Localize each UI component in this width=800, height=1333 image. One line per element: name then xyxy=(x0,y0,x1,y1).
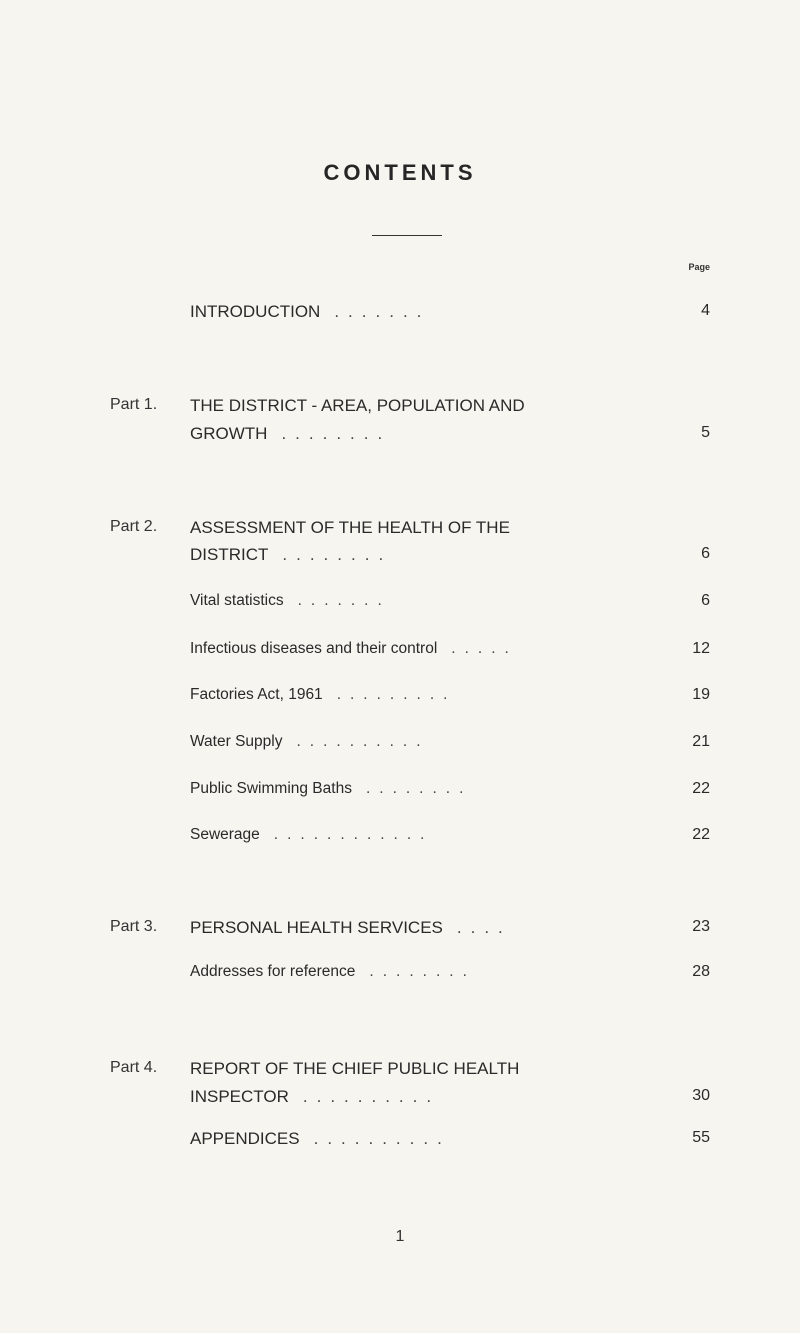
page-title: CONTENTS xyxy=(323,160,477,185)
toc-part-label: Part 1. xyxy=(110,396,158,413)
toc-entry-text-line1: ASSESSMENT OF THE HEALTH OF THE xyxy=(190,518,510,537)
toc-entry-text: Addresses for reference ........ xyxy=(190,963,476,980)
title-rule xyxy=(372,235,442,236)
toc-part-label: Part 3. xyxy=(110,918,158,935)
toc-entry-page: 28 xyxy=(692,963,710,980)
toc-part-label: Part 2. xyxy=(110,518,158,535)
toc-entry-text: GROWTH ........ xyxy=(190,424,392,443)
toc-part-label: Part 4. xyxy=(110,1059,158,1076)
toc-entry-text: INTRODUCTION ....... xyxy=(190,302,431,321)
toc-entry-page: 22 xyxy=(692,826,710,843)
toc-entry-page: 4 xyxy=(701,302,710,319)
toc-entry-text: DISTRICT ........ xyxy=(190,545,393,564)
page-column-header: Page xyxy=(688,262,710,272)
toc-entry-text: Water Supply .......... xyxy=(190,733,430,750)
toc-entry-page: 19 xyxy=(692,686,710,703)
page-number: 1 xyxy=(395,1228,405,1245)
toc-entry-page: 5 xyxy=(701,424,710,441)
toc-entry-page: 6 xyxy=(701,545,710,562)
toc-entry-text: APPENDICES .......... xyxy=(190,1129,451,1148)
toc-entry-text-line1: REPORT OF THE CHIEF PUBLIC HEALTH xyxy=(190,1059,520,1078)
toc-entry-text: Public Swimming Baths ........ xyxy=(190,780,473,797)
toc-entry-page: 21 xyxy=(692,733,710,750)
toc-entry-text: Sewerage ............ xyxy=(190,826,434,843)
toc-entry-page: 22 xyxy=(692,780,710,797)
toc-entry-page: 12 xyxy=(692,640,710,657)
toc-entry-page: 30 xyxy=(692,1087,710,1104)
toc-entry-text: Factories Act, 1961 ......... xyxy=(190,686,457,703)
toc-entry-page: 55 xyxy=(692,1129,710,1146)
toc-entry-text: Infectious diseases and their control ..... xyxy=(190,640,518,657)
toc-entry-text: PERSONAL HEALTH SERVICES .... xyxy=(190,918,512,937)
toc-entry-text: INSPECTOR .......... xyxy=(190,1087,441,1106)
toc-entry-page: 23 xyxy=(692,918,710,935)
toc-entry-text: Vital statistics ....... xyxy=(190,592,391,609)
toc-entry-text-line1: THE DISTRICT - AREA, POPULATION AND xyxy=(190,396,525,415)
toc-entry-page: 6 xyxy=(701,592,710,609)
